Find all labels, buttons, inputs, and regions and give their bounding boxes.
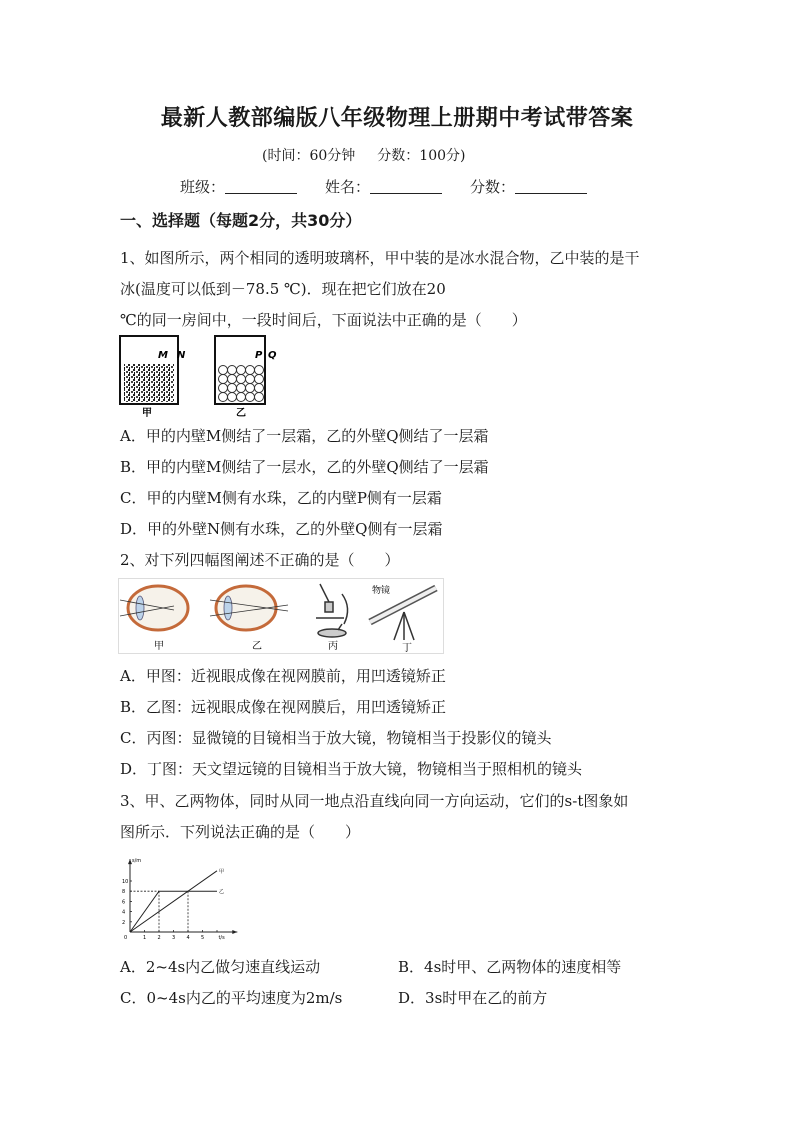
score-label: 分数： <box>470 178 516 196</box>
fig-bing-label: 丙 <box>328 641 338 652</box>
x-axis-arrow <box>232 930 237 934</box>
x-tick-label: 3 <box>172 935 176 941</box>
x-tick-label: 5 <box>201 935 205 941</box>
score-field[interactable] <box>515 179 587 194</box>
student-info <box>180 176 615 197</box>
y-tick-label: 10 <box>122 879 129 885</box>
series-yi-line <box>130 891 217 932</box>
q1-stem-line1: 1、如图所示，两个相同的透明玻璃杯，甲中装的是冰水混合物，乙中装的是干 <box>120 249 640 267</box>
fig-ding-label: 丁 <box>402 643 412 654</box>
q1-stem-line3: ℃的同一房间中，一段时间后，下面说法中正确的是（ ） <box>120 311 527 329</box>
label-p: P <box>255 350 263 361</box>
total-score: 分数：100分) <box>377 148 466 164</box>
q1-option-c[interactable]: C．甲的内壁M侧有水珠，乙的内壁P侧有一层霜 <box>120 489 442 507</box>
q1-option-d[interactable]: D．甲的外壁N侧有水珠，乙的外壁Q侧有一层霜 <box>120 520 443 538</box>
fig-yi-label: 乙 <box>252 641 262 652</box>
series-yi-label: 乙 <box>219 889 225 896</box>
label-q: Q <box>268 350 277 361</box>
fig-jia-label: 甲 <box>154 641 164 652</box>
q1-stem-line2: 冰(温度可以低到－78.5 ℃)．现在把它们放在20 <box>120 280 446 298</box>
y-tick-label: 6 <box>122 899 126 906</box>
q3-option-a[interactable]: A．2~4s内乙做匀速直线运动 <box>120 958 321 976</box>
q1-option-b[interactable]: B．甲的内壁M侧结了一层水，乙的外壁Q侧结了一层霜 <box>120 458 489 476</box>
q3-stem-line2: 图所示．下列说法正确的是（ ） <box>120 823 361 841</box>
cup-jia <box>120 336 178 404</box>
time-limit: (时间：60分钟 <box>262 148 356 164</box>
label-m: M <box>158 350 168 361</box>
y-tick-label: 4 <box>122 909 126 916</box>
y-tick-label: 2 <box>122 919 126 926</box>
hyperopia-eye-diagram <box>210 586 288 630</box>
q2-stem: 2、对下列四幅图阐述不正确的是（ ） <box>120 551 400 569</box>
st-graph <box>112 852 252 944</box>
q1-option-a[interactable]: A．甲的内壁M侧结了一层霜，乙的外壁Q侧结了一层霜 <box>120 427 489 445</box>
x-tick-label: 4 <box>186 935 190 941</box>
class-field[interactable] <box>225 179 297 194</box>
microscope-icon <box>316 584 348 637</box>
cup-yi <box>215 336 265 404</box>
x-axis-label: t/s <box>218 935 225 941</box>
objective-label: 物镜 <box>372 586 391 596</box>
x-tick-label: 2 <box>157 935 161 941</box>
q3-option-c[interactable]: C．0~4s内乙的平均速度为2m/s <box>120 989 343 1007</box>
class-label: 班级： <box>180 178 226 196</box>
q2-option-c[interactable]: C．丙图：显微镜的目镜相当于放大镜，物镜相当于投影仪的镜头 <box>120 729 552 747</box>
q1-cups-figure <box>118 334 298 420</box>
myopia-eye-diagram <box>120 586 188 630</box>
q2-option-b[interactable]: B．乙图：远视眼成像在视网膜后，用凹透镜矫正 <box>120 698 447 716</box>
page-title: 最新人教部编版八年级物理上册期中考试带答案 <box>160 106 634 131</box>
q3-stem-line1: 3、甲、乙两物体，同时从同一地点沿直线向同一方向运动，它们的s-t图象如 <box>120 792 629 810</box>
name-label: 姓名： <box>325 178 371 196</box>
q2-option-a[interactable]: A．甲图：近视眼成像在视网膜前，用凹透镜矫正 <box>120 667 446 685</box>
exam-meta <box>262 145 465 165</box>
cup-yi-label: 乙 <box>236 408 246 419</box>
y-axis-label: s/m <box>132 858 142 865</box>
q2-optics-figure <box>118 578 444 654</box>
section-heading: 一、选择题（每题2分，共30分） <box>120 211 362 230</box>
origin-label: 0 <box>124 935 128 941</box>
series-jia-label: 甲 <box>219 868 225 875</box>
q3-option-b[interactable]: B．4s时甲、乙两物体的速度相等 <box>398 958 622 976</box>
name-field[interactable] <box>370 179 442 194</box>
q2-option-d[interactable]: D．丁图：天文望远镜的目镜相当于放大镜，物镜相当于照相机的镜头 <box>120 760 583 778</box>
label-n: N <box>177 350 186 361</box>
cup-jia-label: 甲 <box>142 408 152 419</box>
x-tick-label: 1 <box>143 935 147 941</box>
series-jia-line <box>130 871 217 932</box>
y-tick-label: 8 <box>122 889 126 896</box>
q3-option-d[interactable]: D．3s时甲在乙的前方 <box>398 989 548 1007</box>
